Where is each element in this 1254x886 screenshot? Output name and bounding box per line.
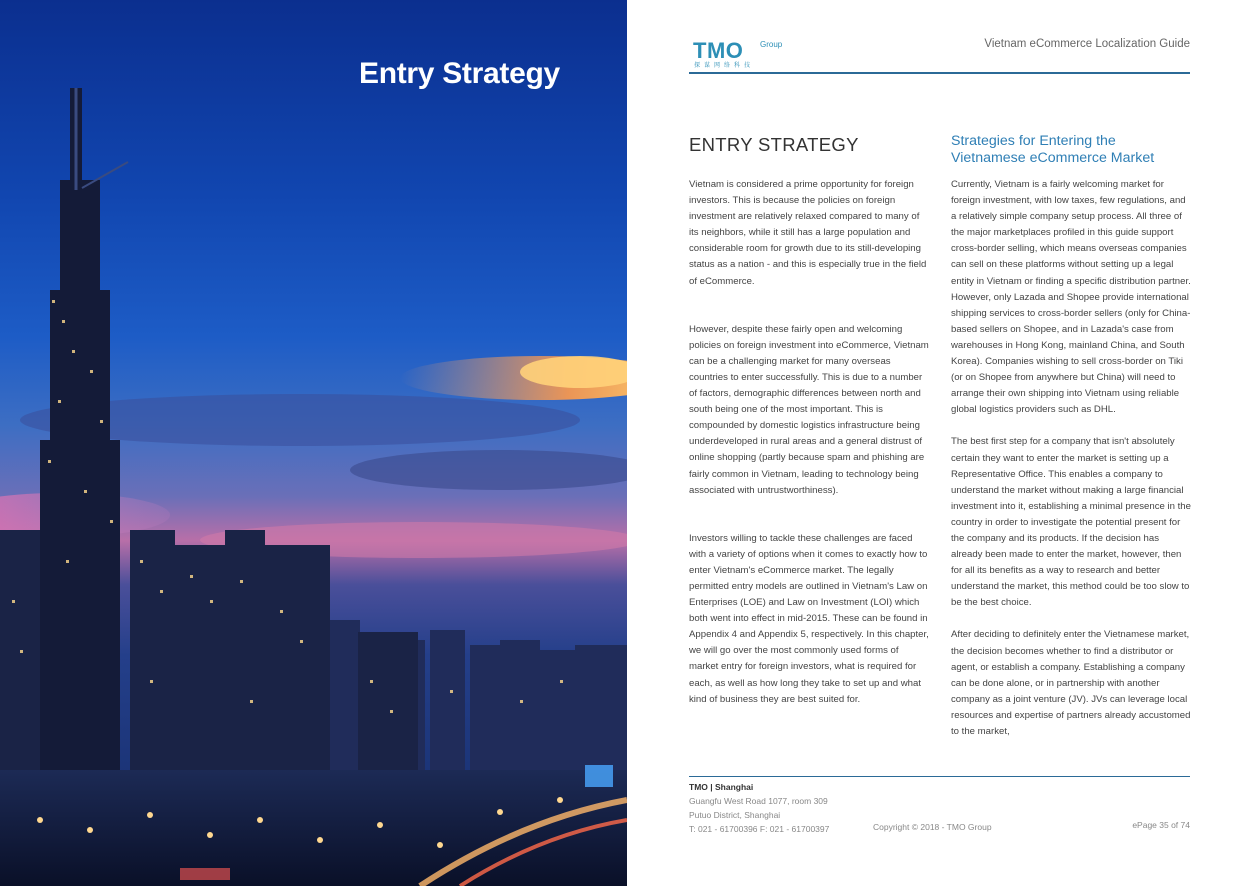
footer-address <box>689 780 829 836</box>
footer-divider <box>689 776 1190 777</box>
text-page <box>627 0 1254 886</box>
right-column <box>951 177 1191 740</box>
logo-subtitle: 探谋网络科技 <box>694 63 755 69</box>
address-line: Putuo District, Shanghai <box>689 810 781 820</box>
phone-line: T: 021 - 61700396 F: 021 - 61700397 <box>689 824 830 834</box>
copyright: Copyright © 2018 - TMO Group <box>873 822 992 832</box>
tmo-logo <box>693 38 793 70</box>
left-column <box>689 177 929 708</box>
office-name: TMO | Shanghai <box>689 782 754 792</box>
subsection-title: Strategies for Entering the Vietnamese eCommerce Market <box>951 133 1155 166</box>
paragraph: Vietnam is considered a prime opportunity for foreign investors. This is because the policies on foreign investment are relatively relaxed compared to many of its neighbors, while it still has a large population and considerable room for growth due to its still-developing status as a nation - and this is especially true in the field of eCommerce. <box>689 179 927 287</box>
paragraph: The best first step for a company that isn't absolutely certain they want to enter the market is setting up a Representative Office. This enables a company to understand the market without making a large financial investment into it, establishing a minimal presence in the country in order to investigate the potential present for the company and its products. If the decision has already been made to enter the market, however, then for all its benefits as a way to research and better understand the market, this method could be too slow to be the best choice. <box>951 436 1191 609</box>
section-title: ENTRY STRATEGY <box>689 134 859 155</box>
page-number: ePage 35 of 74 <box>1132 820 1190 830</box>
address-line: Guangfu West Road 1077, room 309 <box>689 796 828 806</box>
logo-text: TMO <box>693 38 744 63</box>
photo-title: Entry Strategy <box>359 57 560 90</box>
logo-group-text: Group <box>760 40 783 49</box>
paragraph: However, despite these fairly open and welcoming policies on foreign investment into eCommerce, Vietnam can be a challenging market for many overseas countries to enter successfully. This is due to a number of factors, demographic differences between north and south being one of the most important. This is compounded by domestic logistics infrastructure being underdeveloped in rural areas and a general distrust of online shopping (partly because spam and phishing are fairly common in Vietnam, leading to technology being associated with untrustworthiness). <box>689 323 929 496</box>
header-divider <box>689 72 1190 74</box>
paragraph: After deciding to definitely enter the Vietnamese market, the decision becomes whether to find a distributor or agent, or establish a company. Establishing a company can be done alone, or in partnership with another company as a joint venture (JV). JVs can leverage local resources and expertise of partners already accustomed to the market, <box>951 629 1191 737</box>
paragraph: Investors willing to tackle these challenges are faced with a variety of options when it comes to exactly how to enter Vietnam's eCommerce market. The legally permitted entry models are outlined in Vietnam's Law on Enterprises (LOE) and Law on Investment (LOI) which both went into effect in mid-2015. These can be found in Appendix 4 and Appendix 5, respectively. In this chapter, we will go over the most commonly used forms of market entry for foreign investors, what is required for each, as well as how long they take to set up and what kind of business they are best suited for. <box>689 532 929 705</box>
paragraph: Currently, Vietnam is a fairly welcoming market for foreign investment, with low taxes, few regulations, and a relatively simple company setup process. All three of the major marketplaces profiled in this guide support cross-border selling, which means overseas companies can sell on these platforms without setting up a legal entity in Vietnam or finding a specific distribution partner. However, only Lazada and Shopee provide international shipping services to cross-border sellers (only for China-based sellers on Shopee, and in Lazada's case from warehouses in Hong Kong, mainland China, and South Korea). Companies wishing to sell cross-border on Tiki (or on Shopee from anywhere but China) will need to arrange their own shipping into Vietnam using reliable global logistics providers such as DHL. <box>951 179 1191 416</box>
guide-title: Vietnam eCommerce Localization Guide <box>984 38 1190 50</box>
